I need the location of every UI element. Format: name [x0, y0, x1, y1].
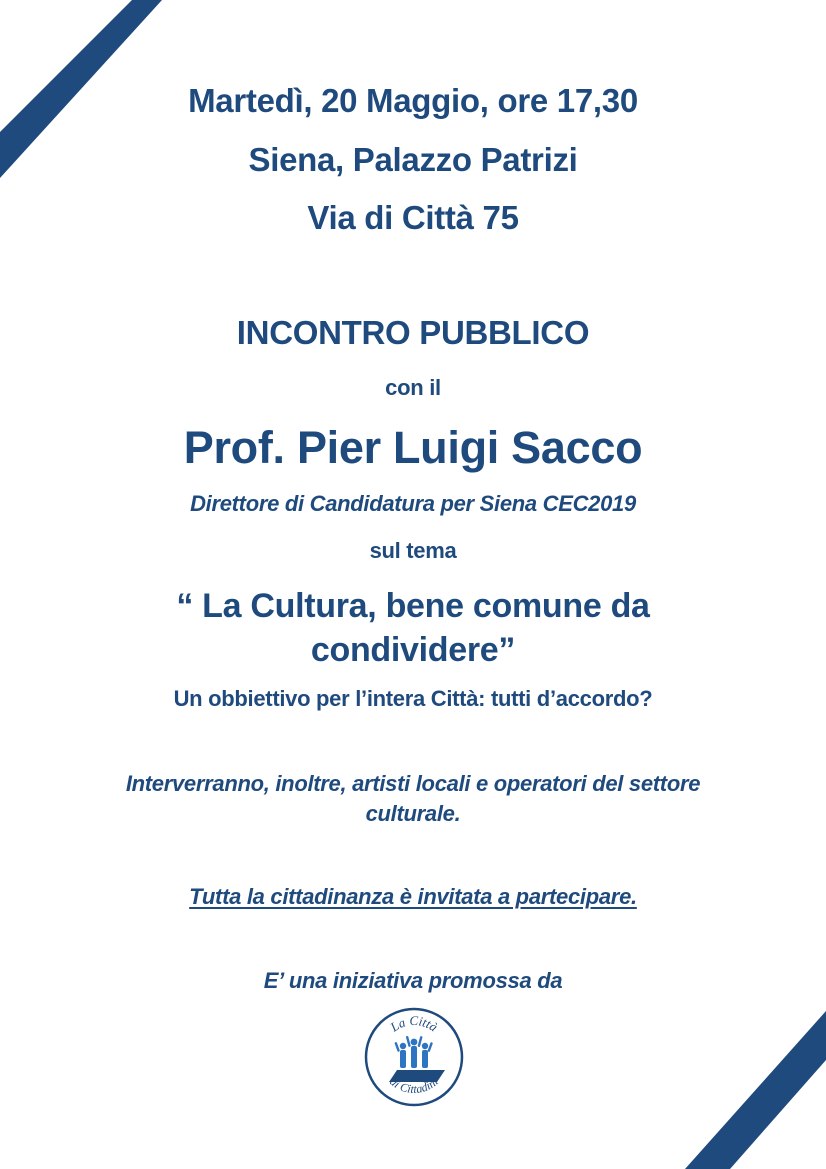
la-citta-ai-cittadini-logo	[363, 1006, 465, 1108]
speaker-role: Direttore di Candidatura per Siena CEC2019	[190, 491, 636, 516]
event-address: Via di Città 75	[307, 199, 519, 236]
participants-line-1: Interverranno, inoltre, artisti locali e operatori del settore	[125, 771, 701, 796]
topic-title-line-2: condividere”	[310, 631, 516, 669]
invitation-text: Tutta la cittadinanza è invitata a partecipare.	[189, 884, 637, 909]
topic-title	[0, 584, 826, 672]
event-type-heading: INCONTRO PUBBLICO	[236, 314, 590, 351]
bottom-right-stripe	[685, 1011, 826, 1169]
svg-text:ai Cittadini: ai Cittadini	[387, 1074, 441, 1097]
event-date-time: Martedì, 20 Maggio, ore 17,30	[188, 82, 638, 119]
topic-subtitle: Un obbiettivo per l’intera Città: tutti d’accordo?	[173, 686, 653, 711]
participants-note	[0, 769, 826, 829]
topic-label: sul tema	[369, 538, 457, 563]
invitation-note	[0, 884, 826, 910]
topic-title-line-1: “ La Cultura, bene comune da	[176, 587, 650, 625]
speaker-name: Prof. Pier Luigi Sacco	[183, 422, 643, 473]
participants-line-2: culturale.	[365, 801, 461, 826]
with-label: con il	[385, 375, 441, 400]
svg-text:La Città: La Città	[387, 1012, 441, 1035]
promoted-by: E’ una iniziativa promossa da	[263, 968, 563, 993]
event-place: Siena, Palazzo Patrizi	[248, 141, 578, 178]
